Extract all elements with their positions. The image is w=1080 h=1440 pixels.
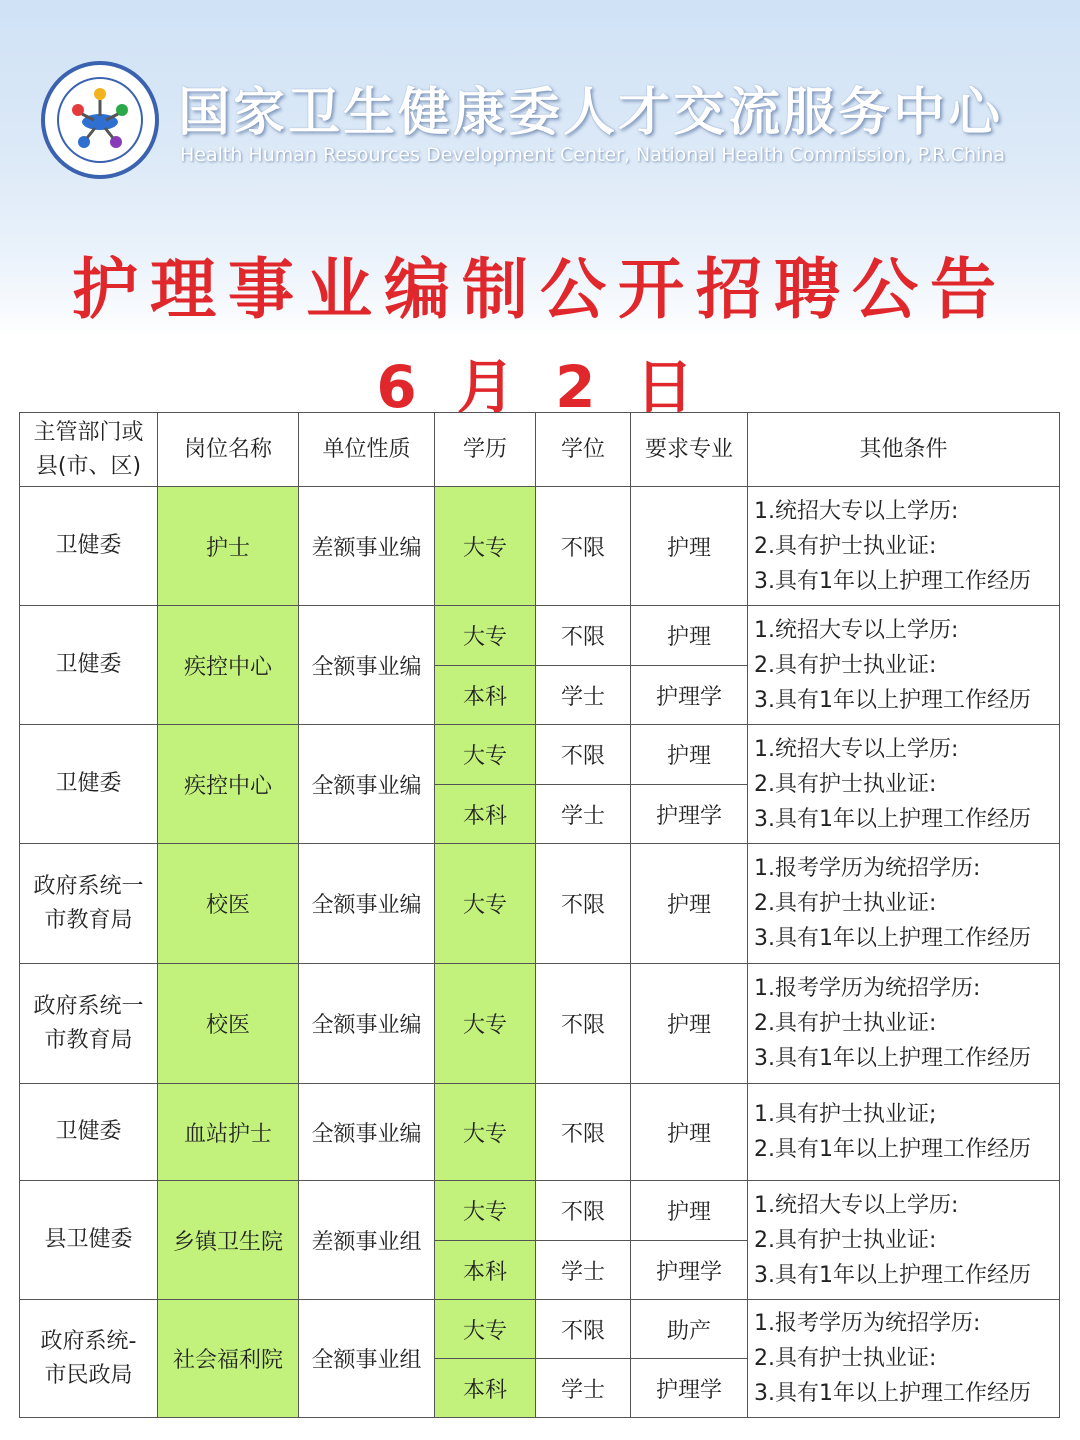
table-row bbox=[20, 487, 1060, 606]
major-cell: 护理学 bbox=[631, 1241, 748, 1300]
dept-line: 市教育局 bbox=[44, 1027, 133, 1053]
major-cell: 护理 bbox=[631, 964, 748, 1084]
dept-cell bbox=[20, 606, 158, 725]
condition-line: 2.具有1年以上护理工作经历 bbox=[754, 1137, 1031, 1162]
major-cell: 护理 bbox=[631, 487, 748, 606]
education-cell: 本科 bbox=[435, 785, 536, 844]
dept-cell bbox=[20, 964, 158, 1084]
conditions-cell bbox=[748, 606, 1060, 725]
dept-cell bbox=[20, 1181, 158, 1300]
education-cell: 大专 bbox=[435, 964, 536, 1084]
dept-line: 市教育局 bbox=[44, 907, 133, 933]
announcement-date: 6 月 2 日 bbox=[376, 353, 704, 421]
organization-name-cn: 国家卫生健康委人才交流服务中心 bbox=[178, 83, 1004, 143]
post-cell: 血站护士 bbox=[158, 1084, 299, 1181]
degree-cell: 不限 bbox=[536, 1181, 631, 1241]
degree-cell: 不限 bbox=[536, 1300, 631, 1359]
condition-line: 1.报考学历为统招学历: bbox=[754, 1311, 981, 1336]
table-row bbox=[20, 1300, 1060, 1359]
dept-cell bbox=[20, 1300, 158, 1418]
condition-line: 1.具有护士执业证; bbox=[754, 1102, 937, 1127]
post-cell: 社会福利院 bbox=[158, 1300, 299, 1418]
table-header-row bbox=[20, 413, 1060, 487]
major-cell: 护理学 bbox=[631, 785, 748, 844]
table-row bbox=[20, 844, 1060, 964]
post-cell: 校医 bbox=[158, 964, 299, 1084]
major-cell: 护理 bbox=[631, 606, 748, 666]
condition-line: 3.具有1年以上护理工作经历 bbox=[754, 806, 1031, 832]
condition-line: 2.具有护士执业证: bbox=[754, 891, 937, 916]
organization-name-en: Health Human Resources Development Center, National Health Commission, P.R.China bbox=[180, 144, 1006, 166]
dept-line: 卫健委 bbox=[55, 533, 122, 558]
table-row bbox=[20, 1181, 1060, 1241]
condition-line: 3.具有1年以上护理工作经历 bbox=[754, 1262, 1031, 1288]
nature-cell: 全额事业编 bbox=[299, 844, 435, 964]
column-header-nature: 单位性质 bbox=[299, 413, 435, 487]
conditions-cell bbox=[748, 844, 1060, 964]
education-cell: 大专 bbox=[435, 1181, 536, 1241]
condition-line: 2.具有护士执业证: bbox=[754, 652, 937, 678]
major-cell: 护理学 bbox=[631, 666, 748, 725]
dept-line: 政府系统- bbox=[40, 1328, 137, 1354]
conditions-cell bbox=[748, 1084, 1060, 1181]
condition-line: 1.报考学历为统招学历: bbox=[754, 856, 981, 881]
dept-cell bbox=[20, 487, 158, 606]
recruitment-table bbox=[19, 412, 1060, 1418]
dept-line: 卫健委 bbox=[55, 652, 122, 677]
organization-logo-icon bbox=[40, 60, 160, 180]
dept-cell bbox=[20, 844, 158, 964]
conditions-cell bbox=[748, 964, 1060, 1084]
dept-line: 市民政局 bbox=[44, 1362, 133, 1388]
table-row bbox=[20, 1084, 1060, 1181]
post-cell: 校医 bbox=[158, 844, 299, 964]
condition-line: 3.具有1年以上护理工作经历 bbox=[754, 1381, 1031, 1406]
table-row bbox=[20, 964, 1060, 1084]
education-cell: 大专 bbox=[435, 606, 536, 666]
post-cell: 疾控中心 bbox=[158, 725, 299, 844]
conditions-cell bbox=[748, 725, 1060, 844]
table-row bbox=[20, 725, 1060, 785]
condition-line: 3.具有1年以上护理工作经历 bbox=[754, 687, 1031, 713]
major-cell: 护理 bbox=[631, 844, 748, 964]
column-header-dept: 主管部门或 县(市、区) bbox=[20, 413, 158, 487]
education-cell: 本科 bbox=[435, 666, 536, 725]
education-cell: 大专 bbox=[435, 844, 536, 964]
post-cell: 疾控中心 bbox=[158, 606, 299, 725]
degree-cell: 不限 bbox=[536, 487, 631, 606]
degree-cell: 学士 bbox=[536, 785, 631, 844]
major-cell: 护理学 bbox=[631, 1359, 748, 1418]
page-title: 护理事业编制公开招聘公告 bbox=[72, 251, 1008, 328]
column-header-major: 要求专业 bbox=[631, 413, 748, 487]
nature-cell: 全额事业编 bbox=[299, 725, 435, 844]
condition-line: 1.统招大专以上学历: bbox=[754, 617, 959, 643]
condition-line: 1.报考学历为统招学历: bbox=[754, 976, 981, 1001]
degree-cell: 不限 bbox=[536, 964, 631, 1084]
education-cell: 大专 bbox=[435, 725, 536, 785]
nature-cell: 全额事业组 bbox=[299, 1300, 435, 1418]
dept-line: 政府系统一 bbox=[33, 873, 144, 899]
dept-line: 卫健委 bbox=[55, 771, 122, 796]
degree-cell: 学士 bbox=[536, 666, 631, 725]
nature-cell: 全额事业编 bbox=[299, 1084, 435, 1181]
major-cell: 护理 bbox=[631, 725, 748, 785]
condition-line: 1.统招大专以上学历: bbox=[754, 498, 959, 524]
major-cell: 护理 bbox=[631, 1181, 748, 1241]
table-row bbox=[20, 606, 1060, 666]
dept-line: 卫健委 bbox=[55, 1119, 122, 1144]
degree-cell: 学士 bbox=[536, 1241, 631, 1300]
major-cell: 护理 bbox=[631, 1084, 748, 1181]
condition-line: 3.具有1年以上护理工作经历 bbox=[754, 926, 1031, 951]
dept-cell bbox=[20, 725, 158, 844]
dept-cell bbox=[20, 1084, 158, 1181]
major-cell: 助产 bbox=[631, 1300, 748, 1359]
nature-cell: 差额事业组 bbox=[299, 1181, 435, 1300]
column-header-education: 学历 bbox=[435, 413, 536, 487]
degree-cell: 不限 bbox=[536, 725, 631, 785]
nature-cell: 全额事业编 bbox=[299, 606, 435, 725]
condition-line: 3.具有1年以上护理工作经历 bbox=[754, 568, 1031, 594]
education-cell: 本科 bbox=[435, 1241, 536, 1300]
conditions-cell bbox=[748, 1300, 1060, 1418]
education-cell: 本科 bbox=[435, 1359, 536, 1418]
conditions-cell bbox=[748, 1181, 1060, 1300]
condition-line: 2.具有护士执业证: bbox=[754, 1227, 937, 1253]
column-header-post: 岗位名称 bbox=[158, 413, 299, 487]
post-cell: 乡镇卫生院 bbox=[158, 1181, 299, 1300]
conditions-cell bbox=[748, 487, 1060, 606]
degree-cell: 不限 bbox=[536, 844, 631, 964]
condition-line: 2.具有护士执业证: bbox=[754, 771, 937, 797]
dept-line: 政府系统一 bbox=[33, 993, 144, 1019]
degree-cell: 学士 bbox=[536, 1359, 631, 1418]
condition-line: 1.统招大专以上学历: bbox=[754, 1192, 959, 1218]
condition-line: 1.统招大专以上学历: bbox=[754, 736, 959, 762]
column-header-degree: 学位 bbox=[536, 413, 631, 487]
nature-cell: 全额事业编 bbox=[299, 964, 435, 1084]
degree-cell: 不限 bbox=[536, 606, 631, 666]
nature-cell: 差额事业编 bbox=[299, 487, 435, 606]
condition-line: 2.具有护士执业证: bbox=[754, 1346, 937, 1371]
condition-line: 2.具有护士执业证: bbox=[754, 533, 937, 559]
column-header-conditions: 其他条件 bbox=[748, 413, 1060, 487]
education-cell: 大专 bbox=[435, 487, 536, 606]
dept-line: 县卫健委 bbox=[44, 1227, 133, 1252]
post-cell: 护士 bbox=[158, 487, 299, 606]
condition-line: 2.具有护士执业证: bbox=[754, 1011, 937, 1036]
degree-cell: 不限 bbox=[536, 1084, 631, 1181]
condition-line: 3.具有1年以上护理工作经历 bbox=[754, 1046, 1031, 1071]
education-cell: 大专 bbox=[435, 1084, 536, 1181]
education-cell: 大专 bbox=[435, 1300, 536, 1359]
